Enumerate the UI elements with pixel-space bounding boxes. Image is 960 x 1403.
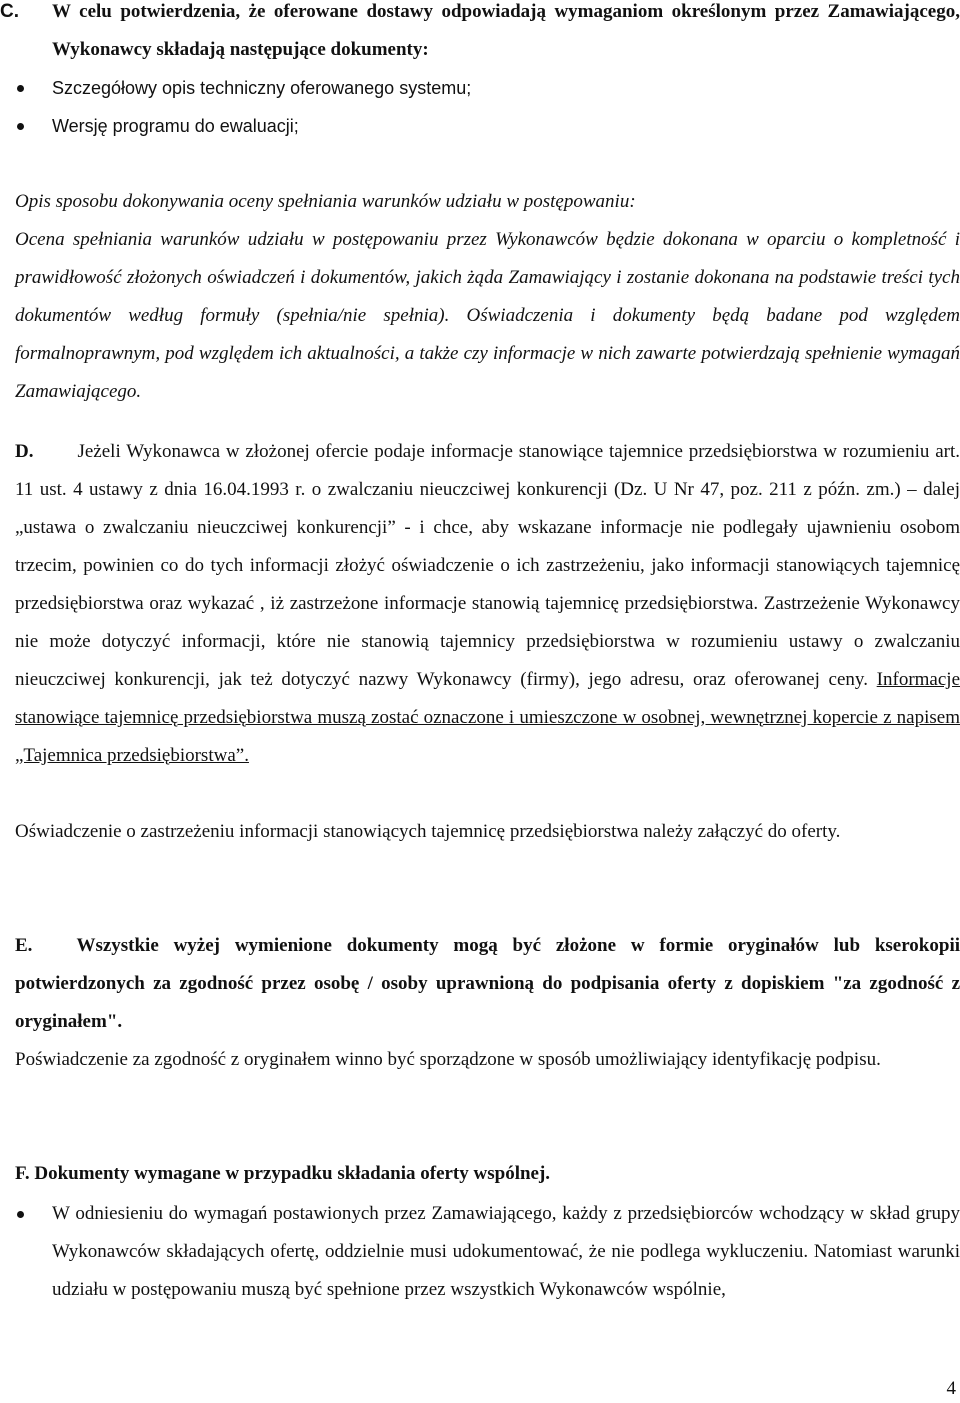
- section-c-document-list: [15, 69, 960, 145]
- section-d-text: Jeżeli Wykonawca w złożonej ofercie podaje informacje stanowiące tajemnice przedsiębiorstwa w rozumieniu art. 11 ust. 4 ustawy z dnia 16.04.1993 r. o zwalczaniu nieuczciwej konkurencji (Dz. U Nr 47, poz. 211 z późn. zm.) – dalej „ustawa o zwalczaniu nieuczciwej konkurencji” - i chce, aby wskazane informacje nie podlegały ujawnieniu osobom trzecim, powinien co do tych informacji złożyć oświadczenie o ich zastrzeżeniu, jako informacji stanowiących tajemnicę przedsiębiorstwa oraz wykazać , iż zastrzeżone informacje stanowią tajemnicę przedsiębiorstwa. Zastrzeżenie Wykonawcy nie może dotyczyć informacji, które nie stanowią tajemnicy przedsiębiorstwa w rozumieniu ustawy o zwalczaniu nieuczciwej konkurencji, jak też dotyczyć nazwy Wykonawcy (firmy), jego adresu, oraz oferowanej ceny.: [15, 441, 960, 690]
- list-item: W odniesieniu do wymagań postawionych przez Zamawiającego, każdy z przedsiębiorców wchodzący w skład grupy Wykonawców składających ofertę, oddzielnie musi udokumentować, że nie podlega wykluczeniu. Natomiast warunki udziału w postępowaniu muszą być spełnione przez wszystkich Wykonawców wspólnie,: [15, 1195, 960, 1309]
- section-f-list: [15, 1195, 960, 1309]
- section-c-letter: C.: [0, 1, 19, 22]
- section-e-bold-text: Wszystkie wyżej wymienione dokumenty mogą być złożone w formie oryginałów lub kserokopii potwierdzonych za zgodność przez osobę / osoby uprawnioną do podpisania oferty z dopiskiem "za zgodność z oryginałem".: [15, 935, 960, 1032]
- section-c-intro-text: W celu potwierdzenia, że oferowane dostawy odpowiadają wymaganiom określonym przez Zamawiającego, Wykonawcy składają następujące dokumenty:: [52, 1, 960, 60]
- section-e-text: Poświadczenie za zgodność z oryginałem winno być sporządzone w sposób umożliwiający identyfikację podpisu.: [15, 1049, 881, 1070]
- section-c-method-heading: Opis sposobu dokonywania oceny spełniania warunków udziału w postępowaniu:: [15, 191, 636, 212]
- section-f-heading: F. Dokumenty wymagane w przypadku składania oferty wspólnej.: [15, 1163, 551, 1184]
- section-e-paragraph: [15, 927, 960, 1041]
- section-d-underlined-text: Informacje stanowiące tajemnicę przedsiębiorstwa muszą zostać oznaczone i umieszczone w osobnej, wewnętrznej kopercie z napisem „Tajemnica przedsiębiorstwa”.: [15, 669, 960, 766]
- page-number: 4: [946, 1378, 956, 1399]
- list-item: Wersję programu do ewaluacji;: [15, 107, 960, 145]
- section-c-method-text: Ocena spełniania warunków udziału w postępowaniu przez Wykonawców będzie dokonana w oparciu o kompletność i prawidłowość złożonych oświadczeń i dokumentów, jakich żąda Zamawiający i zostanie dokonana na podstawie treści tych dokumentów według formuły (spełnia/nie spełnia). Oświadczenia i dokumenty będą badane pod względem formalnoprawnym, pod względem ich aktualności, a także czy informacje w nich zawarte potwierdzają spełnienie wymagań Zamawiającego.: [15, 229, 960, 402]
- section-e-letter: E.: [15, 935, 33, 956]
- section-d-closing-text: Oświadczenie o zastrzeżeniu informacji stanowiących tajemnicę przedsiębiorstwa należy załączyć do oferty.: [15, 821, 841, 842]
- section-d-letter: D.: [15, 441, 34, 462]
- section-c-intro: [0, 0, 960, 69]
- list-item: Szczegółowy opis techniczny oferowanego systemu;: [15, 69, 960, 107]
- section-d-paragraph: [15, 433, 960, 775]
